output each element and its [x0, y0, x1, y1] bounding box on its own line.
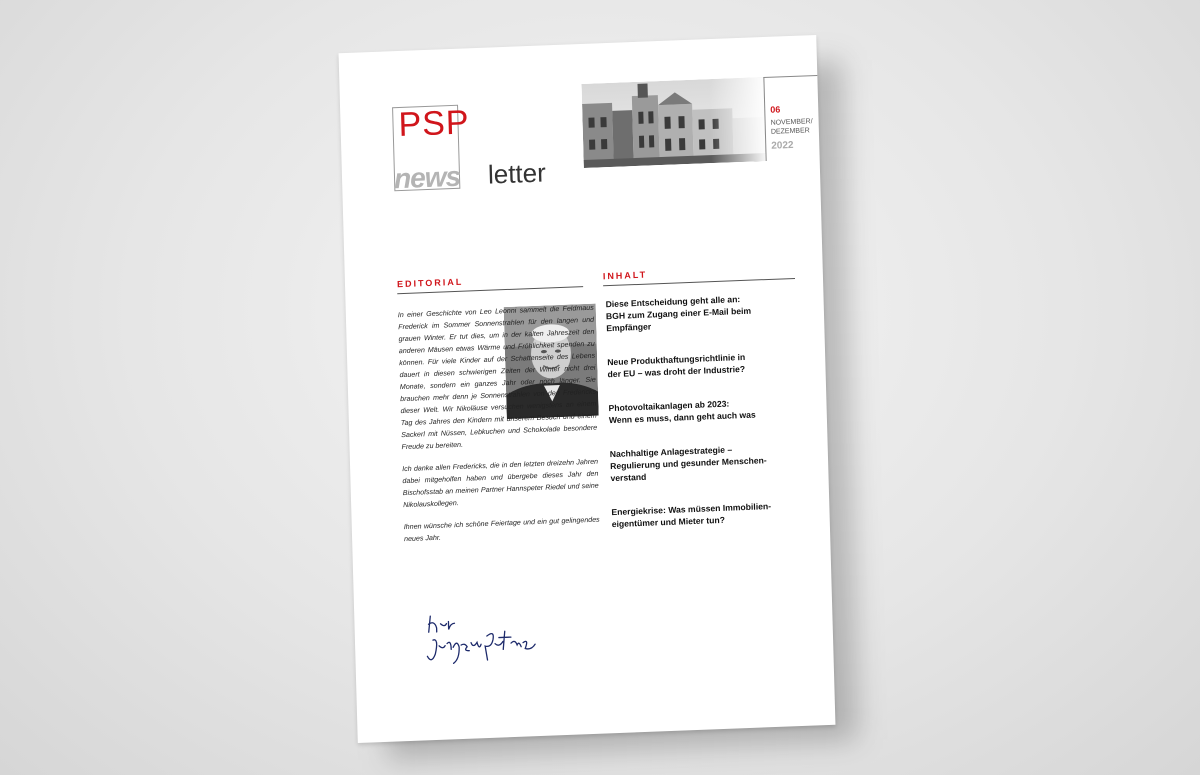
toc-item-5[interactable]	[611, 498, 812, 530]
toc-item-4-line-1: Nachhaltige Anlagestrategie –	[609, 444, 733, 460]
toc-item-2-line-2: der EU – was droht der Industrie?	[607, 363, 746, 380]
toc-item-1[interactable]	[605, 291, 806, 335]
inhalt-heading: INHALT	[602, 269, 648, 282]
logo-news: news	[393, 160, 461, 195]
building-image	[581, 77, 765, 168]
toc-item-1-line-2: BGH zum Zugang einer E-Mail beim	[605, 305, 752, 322]
toc-item-1-line-3: Empfänger	[606, 321, 652, 334]
issue-number: 06	[770, 104, 781, 115]
toc-item-3-line-1: Photovoltaikanlagen ab 2023:	[608, 398, 730, 414]
logo-psp: PSP	[398, 103, 471, 145]
toc-item-3-line-2: Wenn es muss, dann geht auch was	[608, 409, 756, 426]
issue-month: NOVEMBER/ DEZEMBER	[770, 118, 813, 136]
editorial-paragraph-2: Ich danke allen Fredericks, die in den letzten dreizehn Jahren dabei mitgeholfen haben und übergebe dieses Jahr den Bischofsstab an meinen Partner Hannspeter Riedel und seine Nikolauskollegen.	[402, 457, 599, 510]
header-building-photo	[581, 77, 765, 168]
issue-box	[763, 75, 820, 161]
editorial-paragraph-1: In einer Geschichte von Leo Leonni sammelt die Feldmaus Frederick im Sommer Sonnenstrahlen für den langen und grauen Winter. Er tut dies, um in der kalten Jahreszeit den anderen Mäusen etwas Wärme und Fröhlichkeit spenden zu können. Für viele Kinder auf der Schattenseite des Lebens dauert in diesen schwierigen Zeiten der Winter nicht drei Monate, sondern ein ganzes Jahr oder noch länger. Sie brauchen mehr denn je Sonnenstrahlen von den Fredericks dieser Welt. Wir Nikoläuse versuchen wenigstens an einem Tag des Jahres den Kindern mit unserem Besuch und einem Sackerl mit Nüssen, Lebkuchen und Schokolade besondere Freude zu bereiten.	[397, 303, 598, 452]
issue-year: 2022	[771, 139, 794, 152]
signature-image	[424, 606, 546, 671]
table-of-contents	[605, 291, 812, 553]
toc-item-1-line-1: Diese Entscheidung geht alle an:	[605, 294, 741, 310]
editorial-paragraph-3: Ihnen wünsche ich schöne Feiertage und ein gut gelingendes neues Jahr.	[403, 515, 600, 544]
toc-item-5-line-2: eigentümer und Mieter tun?	[611, 514, 726, 530]
toc-item-3[interactable]	[608, 395, 809, 427]
editorial-text	[398, 302, 601, 555]
toc-item-4[interactable]	[610, 440, 811, 484]
handwritten-signature	[424, 606, 546, 671]
toc-item-2[interactable]	[607, 349, 808, 381]
toc-item-2-line-1: Neue Produkthaftungsrichtlinie in	[607, 351, 746, 368]
editorial-heading: EDITORIAL	[396, 276, 464, 290]
logo-letter: letter	[487, 157, 547, 190]
toc-item-5-line-1: Energiekrise: Was müssen Immobilien-	[611, 501, 772, 518]
toc-item-4-line-3: verstand	[610, 471, 647, 484]
newsletter-page	[339, 35, 836, 743]
toc-item-4-line-2: Regulierung und gesunder Menschen-	[610, 455, 767, 472]
